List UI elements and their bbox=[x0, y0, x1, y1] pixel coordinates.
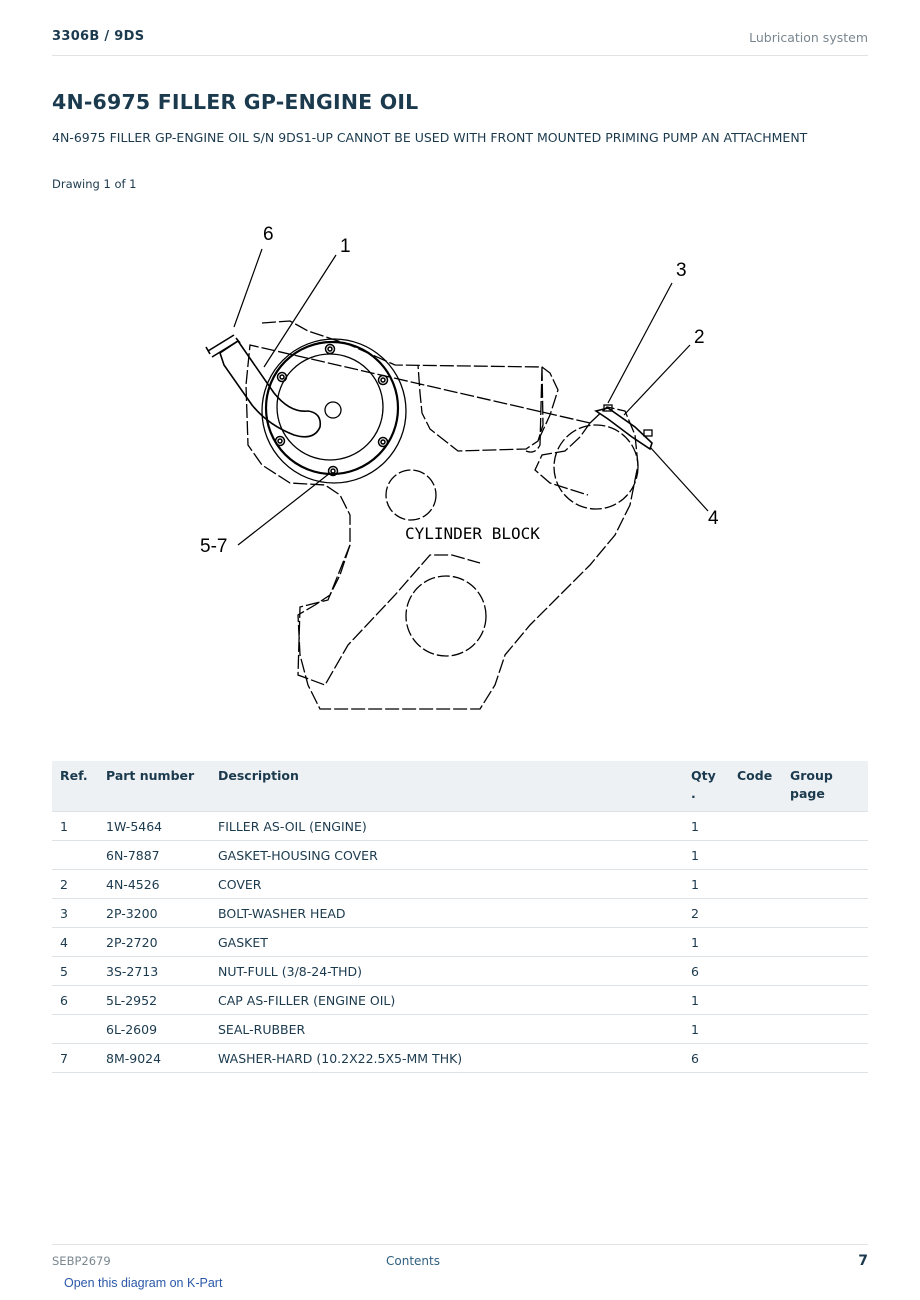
model-label: 3306B / 9DS bbox=[52, 29, 145, 44]
cell-ref: 1 bbox=[52, 812, 98, 841]
table-row bbox=[52, 870, 868, 899]
header-group-page: Group page bbox=[782, 761, 868, 812]
cell-group-page bbox=[782, 986, 868, 1015]
cell-group-page bbox=[782, 1015, 868, 1044]
cell-description: GASKET bbox=[210, 928, 683, 957]
callout-4: 4 bbox=[708, 508, 719, 529]
callout-1: 1 bbox=[340, 236, 351, 257]
cell-description: SEAL-RUBBER bbox=[210, 1015, 683, 1044]
page-title: 4N-6975 FILLER GP-ENGINE OIL bbox=[52, 90, 419, 114]
cell-ref: 5 bbox=[52, 957, 98, 986]
cell-code bbox=[729, 957, 782, 986]
cell-ref bbox=[52, 841, 98, 870]
cell-ref: 2 bbox=[52, 870, 98, 899]
cell-qty: 6 bbox=[683, 1044, 729, 1073]
table-row bbox=[52, 1044, 868, 1073]
cell-ref: 7 bbox=[52, 1044, 98, 1073]
cell-qty: 1 bbox=[683, 1015, 729, 1044]
table-row bbox=[52, 899, 868, 928]
housing-cover-inner bbox=[277, 354, 383, 460]
cell-description: CAP AS-FILLER (ENGINE OIL) bbox=[210, 986, 683, 1015]
cell-part-number: 5L-2952 bbox=[98, 986, 210, 1015]
cell-qty: 1 bbox=[683, 812, 729, 841]
table-row bbox=[52, 928, 868, 957]
center-hole bbox=[325, 402, 341, 418]
parts-table bbox=[52, 761, 868, 1073]
cell-code bbox=[729, 928, 782, 957]
cell-group-page bbox=[782, 899, 868, 928]
page-number: 7 bbox=[858, 1253, 868, 1269]
section-label: Lubrication system bbox=[749, 30, 868, 45]
page-header bbox=[52, 29, 868, 56]
cell-group-page bbox=[782, 1044, 868, 1073]
document-number: SEBP2679 bbox=[52, 1254, 111, 1268]
cell-qty: 2 bbox=[683, 899, 729, 928]
block-upper-right bbox=[535, 367, 590, 495]
callout-5-7: 5-7 bbox=[200, 536, 228, 557]
cell-ref: 6 bbox=[52, 986, 98, 1015]
housing-cover-gasket bbox=[266, 342, 398, 474]
cell-code bbox=[729, 1044, 782, 1073]
block-lower-left bbox=[298, 545, 480, 685]
cell-part-number: 4N-4526 bbox=[98, 870, 210, 899]
contents-link[interactable]: Contents bbox=[386, 1254, 440, 1268]
table-row bbox=[52, 812, 868, 841]
cell-code bbox=[729, 986, 782, 1015]
cell-qty: 1 bbox=[683, 870, 729, 899]
filler-tube bbox=[220, 341, 320, 437]
cell-qty: 6 bbox=[683, 957, 729, 986]
table-header-row bbox=[52, 761, 868, 812]
cell-group-page bbox=[782, 841, 868, 870]
header-description: Description bbox=[210, 761, 683, 812]
cell-part-number: 3S-2713 bbox=[98, 957, 210, 986]
bore-left bbox=[386, 470, 436, 520]
cell-part-number: 2P-2720 bbox=[98, 928, 210, 957]
cell-code bbox=[729, 870, 782, 899]
cell-qty: 1 bbox=[683, 841, 729, 870]
callout-2: 2 bbox=[694, 327, 705, 348]
cell-part-number: 2P-3200 bbox=[98, 899, 210, 928]
cell-ref: 3 bbox=[52, 899, 98, 928]
filler-cap bbox=[206, 335, 240, 357]
leader-lines bbox=[234, 249, 708, 545]
cell-qty: 1 bbox=[683, 928, 729, 957]
drawing-counter: Drawing 1 of 1 bbox=[52, 177, 137, 191]
cell-description: FILLER AS-OIL (ENGINE) bbox=[210, 812, 683, 841]
page-subtitle: 4N-6975 FILLER GP-ENGINE OIL S/N 9DS1-UP CANNOT BE USED WITH FRONT MOUNTED PRIMING PUMP AN ATTACHMENT bbox=[52, 130, 808, 145]
table-row bbox=[52, 1015, 868, 1044]
cell-description: BOLT-WASHER HEAD bbox=[210, 899, 683, 928]
cell-ref bbox=[52, 1015, 98, 1044]
header-part-number: Part number bbox=[98, 761, 210, 812]
page-footer bbox=[52, 1244, 868, 1274]
callout-6: 6 bbox=[263, 224, 274, 245]
cylinder-block-label: CYLINDER BLOCK bbox=[405, 524, 540, 543]
table-row bbox=[52, 986, 868, 1015]
table-row bbox=[52, 957, 868, 986]
cell-description: NUT-FULL (3/8-24-THD) bbox=[210, 957, 683, 986]
cell-ref: 4 bbox=[52, 928, 98, 957]
cell-description: WASHER-HARD (10.2X22.5X5-MM THK) bbox=[210, 1044, 683, 1073]
header-ref: Ref. bbox=[52, 761, 98, 812]
cell-code bbox=[729, 1015, 782, 1044]
bore-lower bbox=[406, 576, 486, 656]
cell-group-page bbox=[782, 928, 868, 957]
cell-part-number: 6L-2609 bbox=[98, 1015, 210, 1044]
cell-part-number: 1W-5464 bbox=[98, 812, 210, 841]
table-row bbox=[52, 841, 868, 870]
cell-description: COVER bbox=[210, 870, 683, 899]
header-code: Code bbox=[729, 761, 782, 812]
cell-group-page bbox=[782, 812, 868, 841]
cell-group-page bbox=[782, 870, 868, 899]
cell-code bbox=[729, 899, 782, 928]
block-outline bbox=[246, 321, 638, 709]
callout-3: 3 bbox=[676, 260, 687, 281]
bolt-4 bbox=[644, 430, 652, 436]
header-qty: Qty . bbox=[683, 761, 729, 812]
parts-diagram bbox=[190, 215, 730, 725]
cell-description: GASKET-HOUSING COVER bbox=[210, 841, 683, 870]
cell-part-number: 6N-7887 bbox=[98, 841, 210, 870]
cell-part-number: 8M-9024 bbox=[98, 1044, 210, 1073]
kpart-diagram-link[interactable]: Open this diagram on K-Part bbox=[64, 1276, 223, 1290]
cell-qty: 1 bbox=[683, 986, 729, 1015]
cell-code bbox=[729, 812, 782, 841]
bore-right bbox=[554, 425, 638, 509]
cell-code bbox=[729, 841, 782, 870]
cell-group-page bbox=[782, 957, 868, 986]
